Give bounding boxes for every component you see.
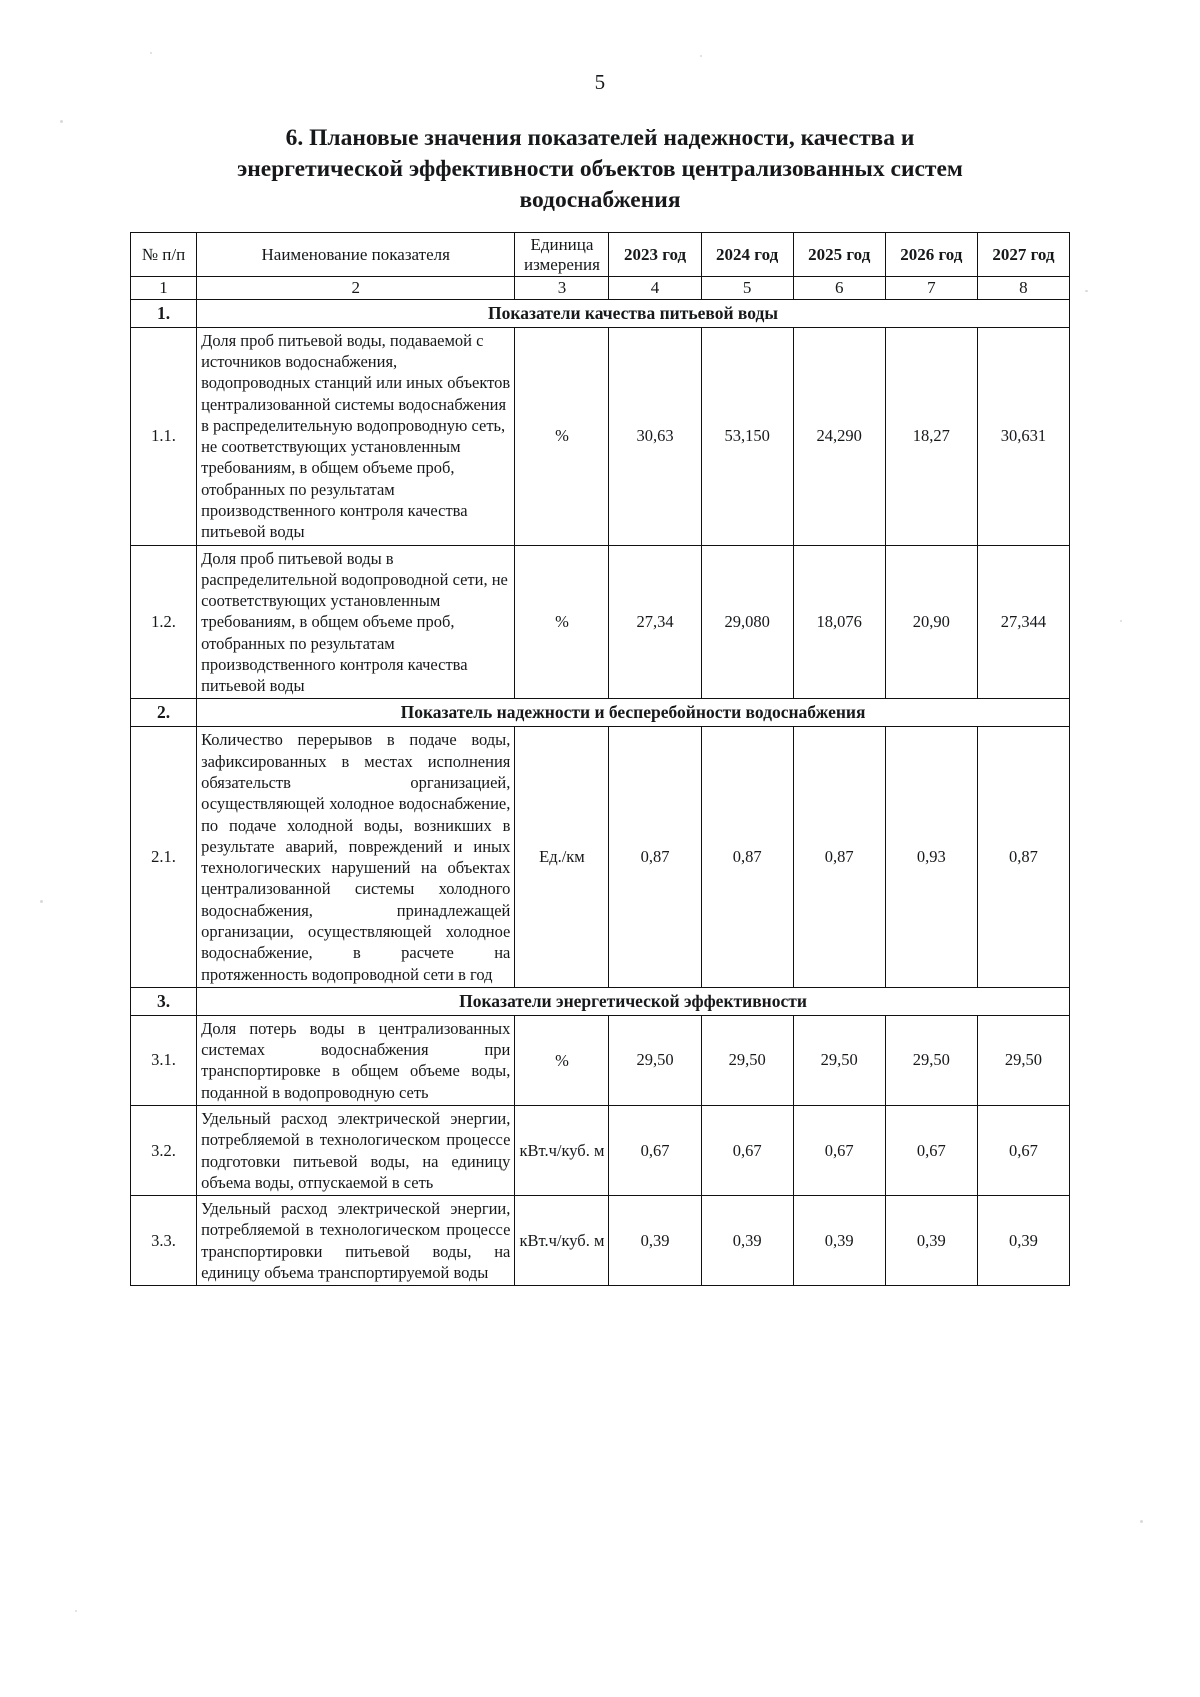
table-row — [131, 727, 1070, 987]
value-2025: 0,67 — [793, 1105, 885, 1195]
indicator-unit: Ед./км — [515, 727, 609, 987]
value-2023: 0,39 — [609, 1196, 701, 1286]
column-number-row — [131, 277, 1070, 300]
value-2025: 29,50 — [793, 1015, 885, 1105]
section-title: Показатели качества питьевой воды — [197, 299, 1070, 327]
header-year-2027: 2027 год — [977, 233, 1069, 277]
colnum-8: 8 — [977, 277, 1069, 300]
row-number: 2.1. — [131, 727, 197, 987]
value-2024: 29,50 — [701, 1015, 793, 1105]
colnum-3: 3 — [515, 277, 609, 300]
section-title: Показатели энергетической эффективности — [197, 987, 1070, 1015]
value-2026: 0,39 — [885, 1196, 977, 1286]
indicator-unit: кВт.ч/куб. м — [515, 1196, 609, 1286]
colnum-7: 7 — [885, 277, 977, 300]
table-row — [131, 1015, 1070, 1105]
colnum-4: 4 — [609, 277, 701, 300]
value-2026: 0,93 — [885, 727, 977, 987]
value-2023: 0,87 — [609, 727, 701, 987]
value-2023: 0,67 — [609, 1105, 701, 1195]
value-2026: 20,90 — [885, 545, 977, 699]
row-number: 3.3. — [131, 1196, 197, 1286]
header-unit: Единица измерения — [515, 233, 609, 277]
header-year-2025: 2025 год — [793, 233, 885, 277]
scan-speck — [150, 52, 152, 54]
value-2027: 27,344 — [977, 545, 1069, 699]
value-2026: 29,50 — [885, 1015, 977, 1105]
indicator-name: Доля проб питьевой воды, подаваемой с источников водоснабжения, водопроводных станций или иных объектов централизованной системы водоснабжения в распределительную водопроводную сеть, не соответствующих установленным требованиям, в общем объеме проб, отобранных по результатам производственного контроля качества питьевой воды — [197, 327, 515, 545]
value-2025: 0,87 — [793, 727, 885, 987]
section-header-row — [131, 699, 1070, 727]
page-number: 5 — [594, 70, 606, 94]
table-row — [131, 1105, 1070, 1195]
colnum-6: 6 — [793, 277, 885, 300]
row-number: 3.2. — [131, 1105, 197, 1195]
indicator-unit: % — [515, 1015, 609, 1105]
colnum-5: 5 — [701, 277, 793, 300]
header-year-2023: 2023 год — [609, 233, 701, 277]
value-2023: 27,34 — [609, 545, 701, 699]
value-2024: 0,87 — [701, 727, 793, 987]
header-name: Наименование показателя — [197, 233, 515, 277]
table-body — [131, 299, 1070, 1286]
value-2024: 53,150 — [701, 327, 793, 545]
scan-speck — [75, 1610, 77, 1612]
section-number: 1. — [131, 299, 197, 327]
table-row — [131, 327, 1070, 545]
indicator-name: Удельный расход электрической энергии, потребляемой в технологическом процессе подготовки питьевой воды, на единицу объема воды, отпускаемой в сеть — [197, 1105, 515, 1195]
colnum-2: 2 — [197, 277, 515, 300]
value-2027: 29,50 — [977, 1015, 1069, 1105]
value-2027: 30,631 — [977, 327, 1069, 545]
section-title: Показатель надежности и бесперебойности водоснабжения — [197, 699, 1070, 727]
indicator-unit: кВт.ч/куб. м — [515, 1105, 609, 1195]
value-2026: 0,67 — [885, 1105, 977, 1195]
value-2027: 0,67 — [977, 1105, 1069, 1195]
value-2027: 0,39 — [977, 1196, 1069, 1286]
header-year-2024: 2024 год — [701, 233, 793, 277]
scan-speck — [1140, 1520, 1143, 1523]
value-2025: 18,076 — [793, 545, 885, 699]
scan-speck — [700, 55, 702, 57]
indicator-unit: % — [515, 327, 609, 545]
indicator-unit: % — [515, 545, 609, 699]
value-2027: 0,87 — [977, 727, 1069, 987]
row-number: 1.1. — [131, 327, 197, 545]
scan-speck — [1120, 620, 1122, 622]
value-2025: 0,39 — [793, 1196, 885, 1286]
indicator-name: Доля потерь воды в централизованных системах водоснабжения при транспортировке в общем объеме воды, поданной в водопроводную сеть — [197, 1015, 515, 1105]
section-number: 2. — [131, 699, 197, 727]
page-title: 6. Плановые значения показателей надежности, качества и энергетической эффективности объектов централизованных систем водоснабжения — [237, 125, 963, 214]
indicator-name: Количество перерывов в подаче воды, зафиксированных в местах исполнения обязательств организацией, осуществляющей холодное водоснабжение, по подаче холодной воды, возникших в результате аварий, повреждений и иных технологических нарушений на объектах централизованной системы холодного водоснабжения, принадлежащей организации, осуществляющей холодное водоснабжение, в расчете на протяженность водопроводной сети в год — [197, 727, 515, 987]
section-header-row — [131, 299, 1070, 327]
table-header — [131, 233, 1070, 300]
value-2025: 24,290 — [793, 327, 885, 545]
indicator-name: Доля проб питьевой воды в распределительной водопроводной сети, не соответствующих установленным требованиям, в общем объеме проб, отобранных по результатам производственного контроля качества питьевой воды — [197, 545, 515, 699]
row-number: 3.1. — [131, 1015, 197, 1105]
scan-speck — [40, 900, 43, 903]
section-header-row — [131, 987, 1070, 1015]
colnum-1: 1 — [131, 277, 197, 300]
indicator-name: Удельный расход электрической энергии, потребляемой в технологическом процессе транспортировки питьевой воды, на единицу объема транспортируемой воды — [197, 1196, 515, 1286]
value-2024: 29,080 — [701, 545, 793, 699]
value-2026: 18,27 — [885, 327, 977, 545]
table-row — [131, 545, 1070, 699]
table-header-row — [131, 233, 1070, 277]
value-2024: 0,39 — [701, 1196, 793, 1286]
header-year-2026: 2026 год — [885, 233, 977, 277]
indicators-table — [130, 232, 1070, 1286]
value-2023: 30,63 — [609, 327, 701, 545]
value-2023: 29,50 — [609, 1015, 701, 1105]
row-number: 1.2. — [131, 545, 197, 699]
section-number: 3. — [131, 987, 197, 1015]
scan-speck — [1085, 290, 1088, 292]
header-num: № п/п — [131, 233, 197, 277]
table-row — [131, 1196, 1070, 1286]
scan-speck — [60, 120, 63, 123]
value-2024: 0,67 — [701, 1105, 793, 1195]
